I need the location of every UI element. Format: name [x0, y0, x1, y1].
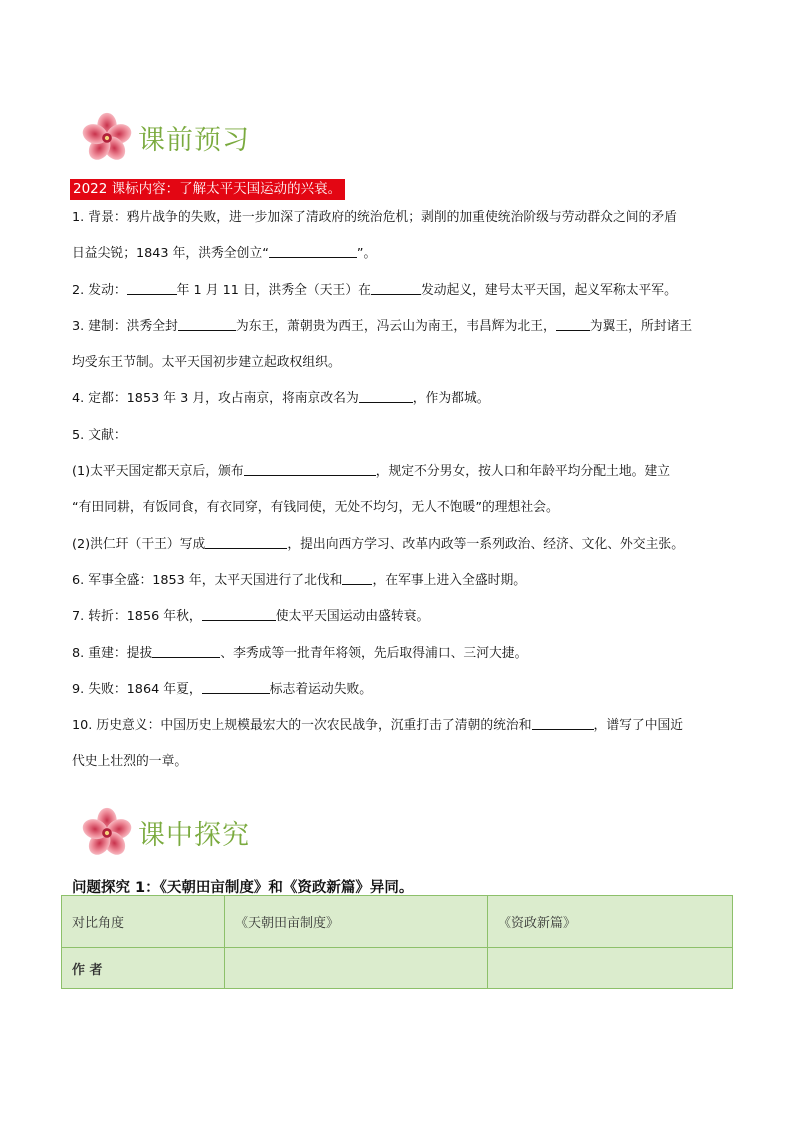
line-text: 5. 文献： [72, 427, 127, 443]
table-header-row [62, 896, 733, 948]
text-line [72, 244, 732, 280]
text-line [72, 462, 732, 498]
line-text: 4. 定都：1853 年 3 月，攻占南京，将南京改名为 [72, 391, 359, 407]
line-text: 为翼王，所封诸王 [589, 318, 693, 334]
line-text: 9. 失败：1864 年夏， [72, 681, 202, 697]
line-text: (1)太平天国定都天京后，颁布 [72, 464, 244, 480]
line-text: 1. 背景：鸦片战争的失败，进一步加深了清政府的统治危机；剥削的加重使统治阶级与劳动群众之间的矛盾 [72, 210, 677, 225]
line-text: 2. 发动： [72, 282, 127, 298]
line-text: 均受东王节制。太平天国初步建立起政权组织。 [72, 355, 341, 371]
fill-in-blank[interactable] [359, 389, 413, 403]
line-text: ，作为都城。 [412, 391, 490, 407]
text-line [72, 644, 732, 680]
text-line [72, 498, 732, 534]
fill-in-blank[interactable] [152, 644, 220, 658]
text-line [72, 571, 732, 607]
fill-in-blank[interactable] [205, 535, 287, 549]
section-title-preview: 课前预习 [138, 124, 250, 156]
line-text: “有田同耕，有饭同食，有衣同穿，有钱同使，无处不均匀，无人不饱暖”的理想社会。 [72, 500, 559, 516]
section-header-preview [78, 107, 250, 167]
line-text: 年 1 月 11 日，洪秀全（天王）在 [176, 282, 371, 298]
line-text: ，规定不分男女，按人口和年龄平均分配土地。建立 [375, 464, 671, 480]
table-cell-answer[interactable] [488, 948, 733, 989]
curriculum-banner: 2022 课标内容：了解太平天国运动的兴衰。 [70, 179, 345, 200]
fill-in-blank[interactable] [202, 607, 276, 621]
fill-in-blank[interactable] [371, 281, 421, 295]
text-line [72, 281, 732, 317]
line-text: ”。 [356, 246, 377, 262]
line-text: 10. 历史意义：中国历史上规模最宏大的一次农民战争，沉重打击了清朝的统治和 [72, 718, 532, 734]
text-line [72, 680, 732, 716]
line-text: 为东王，萧朝贵为西王，冯云山为南王，韦昌辉为北王， [235, 318, 556, 334]
table-cell: 作 者 [62, 948, 225, 989]
table-row [62, 948, 733, 989]
plum-blossom-icon [78, 108, 136, 166]
fill-in-blank[interactable] [269, 244, 357, 258]
line-text: ，在军事上进入全盛时期。 [372, 572, 527, 588]
text-line [72, 317, 732, 353]
line-text: 6. 军事全盛：1853 年，太平天国进行了北伐和 [72, 572, 343, 588]
section-title-explore: 课中探究 [138, 819, 250, 851]
fill-in-blank[interactable] [202, 680, 270, 694]
table-header-cell: 对比角度 [62, 896, 225, 948]
table-header-cell: 《资政新篇》 [488, 896, 733, 948]
fill-in-blank[interactable] [244, 462, 376, 476]
line-text: 代史上壮烈的一章。 [72, 754, 188, 770]
line-text: ，谱写了中国近 [593, 718, 684, 734]
preview-content [72, 208, 732, 789]
comparison-table [61, 895, 733, 989]
line-text: 标志着运动失败。 [269, 681, 373, 697]
section-header-explore [78, 802, 250, 862]
line-text: ，提出向西方学习、改革内政等一系列政治、经济、文化、外交主张。 [287, 536, 685, 552]
table-header-cell: 《天朝田亩制度》 [225, 896, 488, 948]
line-text: 3. 建制：洪秀全封 [72, 318, 178, 334]
line-text: 8. 重建：提拔 [72, 645, 153, 661]
line-text: 使太平天国运动由盛转衰。 [275, 609, 430, 625]
text-line [72, 607, 732, 643]
fill-in-blank[interactable] [342, 571, 372, 585]
line-text: 发动起义，建号太平天国，起义军称太平军。 [420, 282, 677, 298]
text-line [72, 535, 732, 571]
fill-in-blank[interactable] [127, 281, 177, 295]
fill-in-blank[interactable] [556, 317, 590, 331]
text-line [72, 389, 732, 425]
plum-blossom-icon [78, 803, 136, 861]
fill-in-blank[interactable] [178, 317, 236, 331]
line-text: 7. 转折：1856 年秋， [72, 609, 202, 625]
question-title: 问题探究 1：《天朝田亩制度》和《资政新篇》异同。 [72, 880, 414, 896]
table-cell-answer[interactable] [225, 948, 488, 989]
fill-in-blank[interactable] [532, 716, 594, 730]
line-text: (2)洪仁玕（干王）写成 [72, 536, 206, 552]
text-line [72, 716, 732, 752]
line-text: 日益尖锐；1843 年，洪秀全创立“ [72, 246, 269, 262]
text-line [72, 752, 732, 788]
text-line [72, 208, 732, 244]
line-text: 、李秀成等一批青年将领，先后取得浦口、三河大捷。 [220, 645, 528, 661]
text-line [72, 353, 732, 389]
text-line [72, 426, 732, 462]
